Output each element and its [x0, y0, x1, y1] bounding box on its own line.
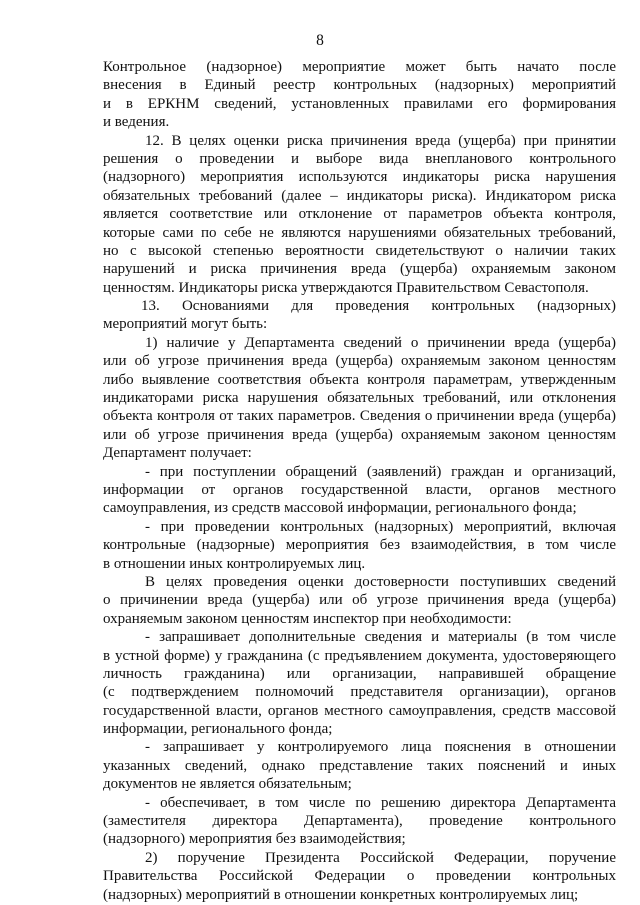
- text-line: - при проведении контрольных (надзорных) мероприятий, включая: [145, 518, 616, 535]
- paragraph: [103, 518, 616, 573]
- text-line: Контрольное (надзорное) мероприятие может быть начато после: [103, 59, 616, 75]
- text-line: (надзорного) мероприятия без взаимодействия;: [103, 831, 406, 848]
- text-line: указанных сведений, однако представление таких пояснений и иных: [103, 757, 616, 774]
- document-body: [103, 58, 616, 904]
- text-line: мероприятий могут быть:: [103, 316, 268, 333]
- paragraph: [103, 334, 616, 463]
- text-line: Правительства Российской Федерации о проведении контрольных: [103, 868, 616, 885]
- text-line: В целях проведения оценки достоверности поступивших сведений: [145, 573, 616, 590]
- text-line: нарушений и риска причинения вреда (ущерба) охраняемым законом: [103, 261, 616, 278]
- text-line: ценностям. Индикаторы риска утверждаются Правительством Севастополя.: [103, 279, 589, 296]
- paragraph: [103, 58, 616, 132]
- text-line: 1) наличие у Департамента сведений о причинении вреда (ущерба): [145, 334, 616, 351]
- text-line: и ведения.: [103, 114, 170, 131]
- text-line: но с высокой степенью вероятности свидетельствуют о наличии таких: [103, 242, 616, 259]
- text-line: информации, регионального фонда;: [103, 721, 333, 738]
- paragraph: [103, 132, 616, 298]
- text-line: в устной форме) у гражданина (с предъявлением документа, удостоверяющего: [103, 647, 616, 664]
- paragraph: [103, 573, 616, 628]
- text-line: обязательных требований (далее – индикаторы риска). Индикатором риска: [103, 187, 616, 204]
- paragraph: [103, 297, 616, 334]
- text-line: контрольные (надзорные) мероприятия без взаимодействия, в том числе: [103, 537, 616, 554]
- text-line: (заместителя директора Департамента), проведение контрольного: [103, 813, 616, 830]
- text-line: и в ЕРКНМ сведений, установленных правилами его формирования: [103, 95, 616, 112]
- text-line: 12. В целях оценки риска причинения вреда (ущерба) при принятии: [145, 132, 616, 149]
- text-line: Департамент получает:: [103, 445, 252, 462]
- text-line: охраняемым законом ценностям инспектор при необходимости:: [103, 610, 512, 627]
- text-line: о причинении вреда (ущерба) или об угрозе причинения вреда (ущерба): [103, 592, 616, 609]
- text-line: - обеспечивает, в том числе по решению директора Департамента: [145, 794, 616, 811]
- text-line: (надзорного) мероприятия используются индикаторы риска нарушения: [103, 169, 616, 186]
- text-line: или об угрозе причинения вреда (ущерба) охраняемым законом ценностям: [103, 353, 616, 370]
- text-line: внесения в Единый реестр контрольных (надзорных) мероприятий: [103, 77, 616, 94]
- text-line: объекта контроля от таких параметров. Сведения о причинении вреда (ущерба): [103, 408, 616, 425]
- text-line: информации от органов государственной власти, органов местного: [103, 481, 616, 498]
- text-line: (надзорных) мероприятий в отношении конкретных контролируемых лиц;: [103, 886, 579, 903]
- paragraph: [103, 849, 616, 904]
- text-line: решения о проведении и выборе вида внепланового контрольного: [103, 150, 616, 167]
- text-line: - запрашивает у контролируемого лица пояснения в отношении: [145, 739, 616, 756]
- text-line: либо выявление соответствия объекта контроля параметрам, утвержденным: [103, 371, 616, 388]
- text-line: личность гражданина) или организации, направившей обращение: [103, 665, 616, 682]
- text-line: - при поступлении обращений (заявлений) граждан и организаций,: [145, 463, 616, 480]
- text-line: в отношении иных контролируемых лиц.: [103, 555, 366, 572]
- text-line: которые сами по себе не являются нарушениями обязательных требований,: [103, 224, 616, 241]
- text-line: 13. Основаниями для проведения контрольных (надзорных): [141, 298, 616, 315]
- paragraph: [103, 628, 616, 738]
- text-line: самоуправления, из средств массовой информации, регионального фонда;: [103, 500, 577, 517]
- text-line: - запрашивает дополнительные сведения и материалы (в том числе: [145, 629, 616, 646]
- text-line: является соответствие или отклонение от параметров объекта контроля,: [103, 206, 616, 223]
- text-line: государственной власти, органов местного самоуправления, средств массовой: [103, 702, 616, 719]
- text-line: документов не является обязательным;: [103, 776, 352, 793]
- text-line: или об угрозе причинения вреда (ущерба) охраняемым законом ценностям: [103, 426, 616, 443]
- text-line: индикаторами риска нарушения обязательных требований, или отклонения: [103, 390, 616, 407]
- page-number: 8: [316, 32, 324, 49]
- paragraph: [103, 794, 616, 849]
- text-line: (с подтверждением полномочий представителя организации), органов: [103, 684, 616, 701]
- text-line: 2) поручение Президента Российской Федерации, поручение: [145, 849, 616, 866]
- paragraph: [103, 738, 616, 793]
- paragraph: [103, 463, 616, 518]
